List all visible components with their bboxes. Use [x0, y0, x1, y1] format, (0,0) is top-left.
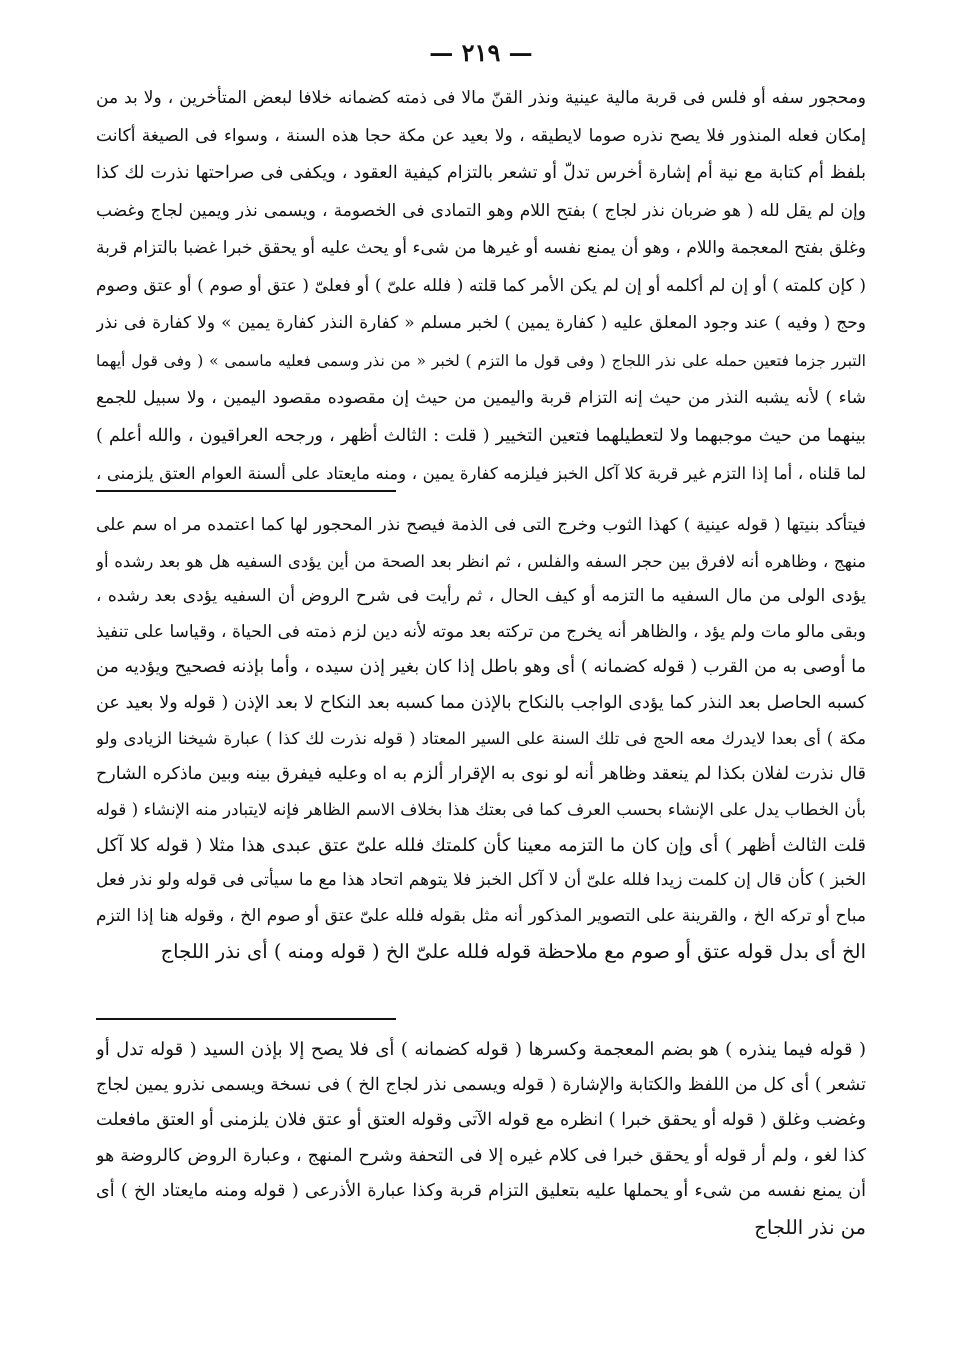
footnote-line: من نذر اللجاج — [754, 1215, 866, 1239]
commentary-line: الخبز ) كأن قال إن كلمت زيدا فلله علىّ أن لا آكل الخبز فلا يتوهم اتحاد هذا مع ما سيأتى فى قوله ولو نذر فعل — [96, 870, 866, 890]
footnote-line: ( قوله فيما ينذره ) هو بضم المعجمة وكسرها ( قوله كضمانه ) أى فلا يصح إلا بإذن السيد ( قوله تدل أو — [96, 1039, 866, 1060]
commentary-line: الخ أى بدل قوله عتق أو صوم مع ملاحظة قوله فلله علىّ الخ ( قوله ومنه ) أى نذر اللجاج — [160, 940, 866, 963]
main-text-line: شاء ) لأنه يشبه النذر من حيث إنه التزام قربة واليمين من حيث إن مقصوده مقصود اليمين ، ولا سبيل للجمع — [96, 388, 866, 408]
commentary-line: مباح أو تركه الخ ، والقرينة على التصوير المذكور أنه مثل بقوله فلله علىّ عتق أو صوم الخ ، وقوله هنا إذا التزم — [96, 905, 866, 926]
commentary-line: مكة ) أى بعدا لايدرك معه الحج فى تلك السنة على السير المعتاد ( قوله نذرت لك كذا ) عبارة شيخنا الزيادى ولو — [96, 729, 866, 748]
commentary-line: ما أوصى به من القرب ( قوله كضمانه ) أى وهو باطل إذا كان بغير إذن سيده ، وأما بإذنه فصحيح ويؤديه من — [96, 657, 866, 677]
main-text — [96, 80, 866, 493]
section-divider — [96, 1018, 396, 1020]
commentary-line: منهج ، وظاهره أنه لافرق بين حجر السفه والفلس ، ثم انظر بعد الصحة من أين يؤدى السفيه هل هو بعد رشده أو — [96, 551, 866, 571]
main-text-line: بينهما من حيث موجبهما ولا لتعطيلهما فتعين التخيير ( قلت : الثالث أظهر ، ورجحه العراقيون ، والله أعلم ) — [96, 425, 866, 446]
main-text-line: ( كإن كلمته ) أو إن لم أكلمه أو إن لم يكن الأمر كما قلته ( فلله علىّ ) أو فعلىّ ( عتق أو صوم ) أو عتق وصوم — [96, 275, 866, 296]
section-divider — [96, 490, 396, 492]
main-text-line: إمكان فعله المنذور فلا يصح نذره صوما لايطيقه ، ولا بعيد عن مكة حجا هذه السنة ، وسواء فى الصيغة أكانت — [96, 125, 866, 146]
commentary-line: يؤدى الولى من مال السفيه ما التزمه أو كيف الحال ، ثم رأيت فى شرح الروض أن السفيه يؤدى بعد رشده ، — [96, 586, 866, 606]
main-text-line: وغلق بفتح المعجمة واللام ، وهو أن يمنع نفسه أو غيرها من شىء أو يحث عليه أو يحقق خبرا غضبا بالتزام قربة — [96, 238, 866, 258]
footnote-text — [96, 1032, 866, 1245]
main-text-line: التبرر جزما فتعين حمله على نذر اللجاج ( وفى قول ما التزم ) لخبر « من نذر وسمى فعليه ماسمى » ( وفى قول أيهما — [96, 351, 866, 370]
commentary-line: وبقى مالو مات ولم يؤد ، والظاهر أنه يخرج من تركته بعد موته لأنه دين لزم ذمته فى الحياة ، وقياسا على تنفيذ — [96, 621, 866, 642]
commentary-line: فيتأكد بنيتها ( قوله عينية ) كهذا الثوب وخرج التى فى الذمة فيصح نذر المحجور لها كما اعتمده مر اه سم على — [96, 515, 866, 535]
main-text-line: ومحجور سفه أو فلس فى قربة مالية عينية ونذر القنّ مالا فى ذمته كضمانه خلافا لبعض المتأخرين ، ولا بد من — [96, 88, 866, 108]
footnote-line: أن يمنع نفسه من شىء أو يحملها عليه بتعليق التزام قربة وكذا عبارة الأذرعى ( قوله ومنه مايعتاد الخ ) أى — [96, 1181, 866, 1201]
commentary-line: كسبه الحاصل بعد النذر كما يؤدى الواجب بالنكاح بالإذن مما كسبه بعد النكاح لا بعد الإذن ( قوله ولا بعيد عن — [96, 692, 866, 713]
footnote-line: وغضب وغلق ( قوله أو يحقق خبرا ) انظره مع قوله الآتى وقوله العتق أو عتق فلان يلزمنى أو العتق مافعلت — [96, 1110, 866, 1130]
main-text-line: بلفظ أم كتابة مع نية أم إشارة أخرس تدلّ أو تشعر بالتزام كيفية العقود ، ويكفى فى صراحتها نذرت لك كذا — [96, 163, 866, 183]
footnote-line: تشعر ) أى كل من اللفظ والكتابة والإشارة ( قوله ويسمى نذر لجاج الخ ) فى نسخة ويسمى نذرو يمين لجاج — [96, 1074, 866, 1095]
main-text-line: وإن لم يقل لله ( هو ضربان نذر لجاج ) بفتح اللام وهو التمادى فى الخصومة ، ويسمى نذر ويمين لجاج وغضب — [96, 200, 866, 221]
footnote-line: كذا لغو ، ولم أر قوله أو يحقق خبرا فى كلام غيره إلا فى التحفة وشرح المنهج ، وعبارة الروض كالروضة هو — [96, 1145, 866, 1166]
page-number: — ٢١٩ — — [429, 38, 533, 67]
main-text-line: وحج ( وفيه ) عند وجود المعلق عليه ( كفارة يمين ) لخبر مسلم « كفارة النذر كفارة يمين » ولا كفارة فى نذر — [96, 313, 866, 333]
commentary-text — [96, 508, 866, 970]
commentary-line: قلت الثالث أظهر ) أى وإن كان ما التزمه معينا كأن كلمتك فلله علىّ عتق عبدى هذا مثلا ( قوله كلا آكل — [96, 834, 866, 856]
main-text-line: لما قلناه ، أما إذا التزم غير قربة كلا آكل الخبز فيلزمه كفارة يمين ، ومنه مايعتاد على ألسنة العوام العتق يلزمنى ، — [96, 464, 866, 483]
commentary-line: بأن الخطاب يدل على الإنشاء بحسب العرف كما فى بعتك هذا بخلاف الاسم الظاهر فإنه لايتبادر منه الإنشاء ( قوله — [96, 800, 866, 819]
commentary-line: قال نذرت لفلان بكذا لم ينعقد وظاهر أنه لو نوى به الإقرار ألزم به اه وعليه فيفرق بينه وبين ماذكره الشارح — [96, 763, 866, 784]
